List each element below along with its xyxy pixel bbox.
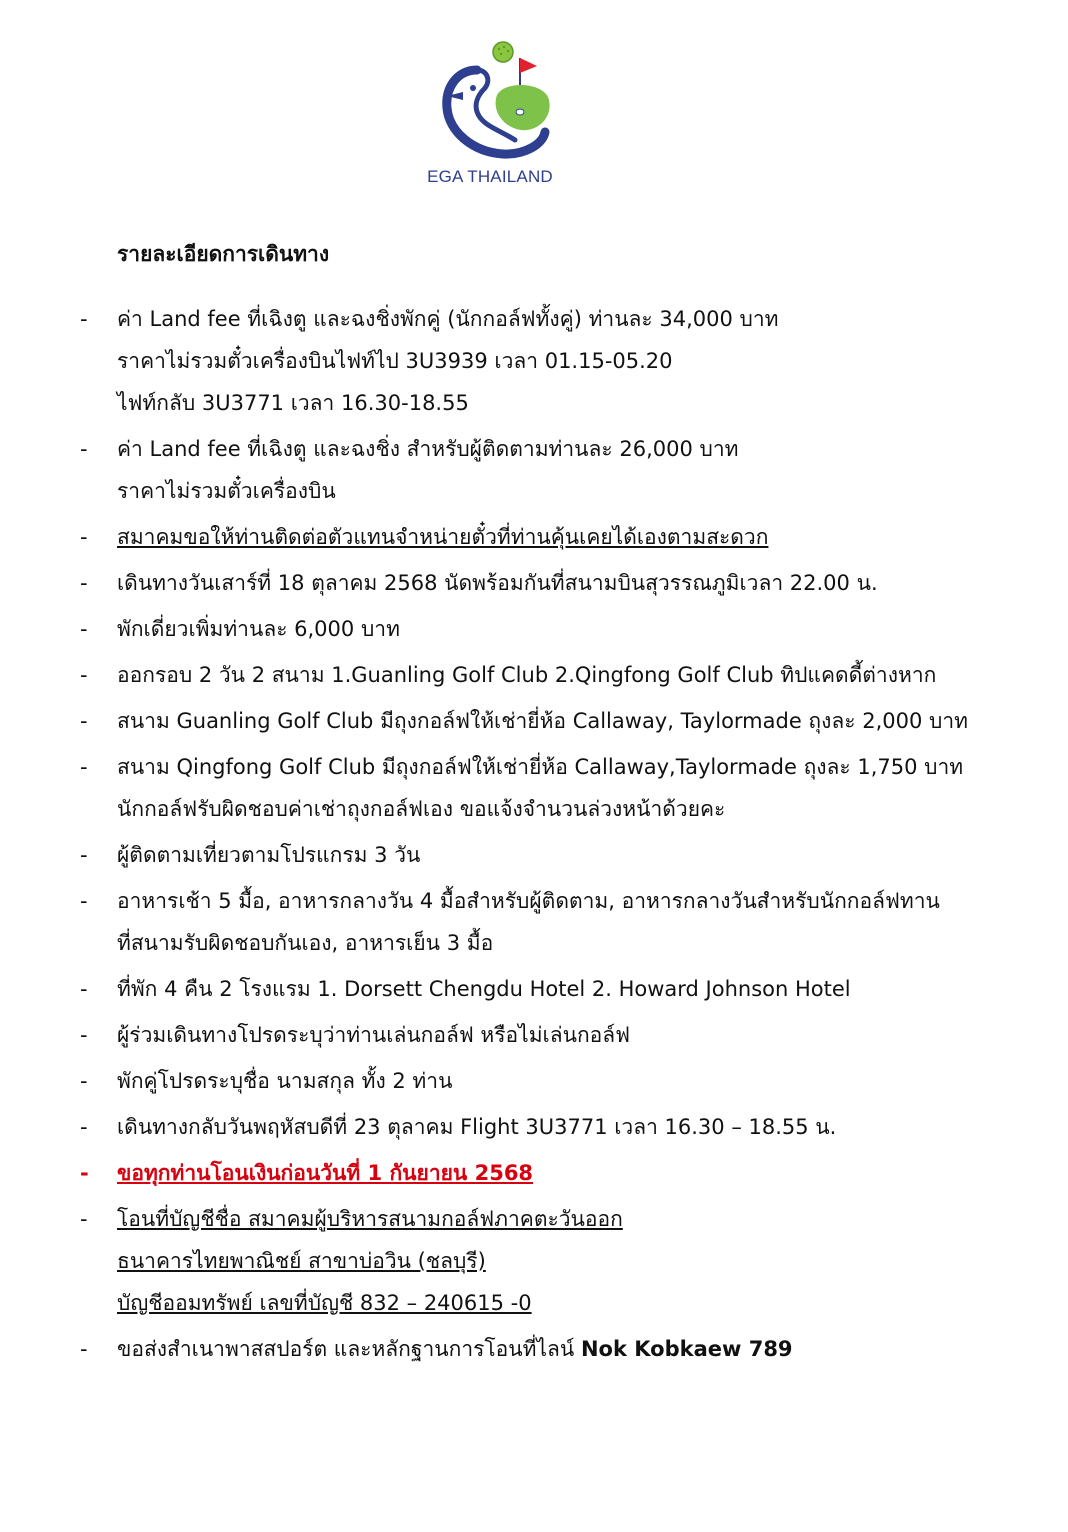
ega-thailand-logo (405, 40, 575, 195)
list-bullet: - (80, 617, 88, 641)
list-bullet: - (80, 1023, 88, 1047)
list-item-text: ผู้ติดตามเที่ยวตามโปรแกรม 3 วัน (117, 843, 421, 867)
line-instruction-text: ขอส่งสำเนาพาสสปอร์ต และหลักฐานการโอนที่ไลน์ (117, 1337, 581, 1361)
list-item-text: ที่สนามรับผิดชอบกันเอง, อาหารเย็น 3 มื้อ (117, 931, 494, 955)
account-name-text: โอนที่บัญชีชื่อ สมาคมผู้บริหารสนามกอล์ฟภาคตะวันออก (117, 1207, 623, 1231)
list-bullet: - (80, 525, 88, 549)
list-bullet: - (80, 571, 88, 595)
list-item-text: อาหารเช้า 5 มื้อ, อาหารกลางวัน 4 มื้อสำหรับผู้ติดตาม, อาหารกลางวันสำหรับนักกอล์ฟทาน (117, 889, 940, 913)
list-bullet: - (80, 1337, 88, 1361)
list-bullet: - (80, 709, 88, 733)
list-item (0, 880, 1068, 964)
list-item (0, 746, 1068, 830)
list-item (0, 1060, 1068, 1102)
list-item (0, 968, 1068, 1010)
list-item (0, 298, 1068, 424)
list-bullet: - (80, 307, 88, 331)
list-item (0, 834, 1068, 876)
list-bullet: - (80, 437, 88, 461)
page-title: รายละเอียดการเดินทาง (117, 242, 330, 266)
list-item-text: นักกอล์ฟรับผิดชอบค่าเช่าถุงกอล์ฟเอง ขอแจ้งจำนวนล่วงหน้าด้วยคะ (117, 797, 726, 821)
list-item-text: ค่า Land fee ที่เฉิงตู และฉงชิ่งพักคู่ (นักกอล์ฟทั้งคู่) ท่านละ 34,000 บาท (117, 307, 779, 331)
list-bullet: - (80, 1069, 88, 1093)
list-bullet: - (80, 663, 88, 687)
list-item-text: พักคู่โปรดระบุชื่อ นามสกุล ทั้ง 2 ท่าน (117, 1069, 453, 1093)
list-bullet: - (80, 977, 88, 1001)
list-item (0, 1014, 1068, 1056)
itinerary-list (0, 298, 1068, 1370)
list-bullet: - (80, 755, 88, 779)
line-id-text: Nok Kobkaew 789 (580, 1337, 793, 1361)
list-item (0, 608, 1068, 650)
list-item-text: ราคาไม่รวมตั๋วเครื่องบินไฟท์ไป 3U3939 เวลา 01.15-05.20 (117, 349, 673, 373)
list-item-text: เดินทางกลับวันพฤหัสบดีที่ 23 ตุลาคม Flight 3U3771 เวลา 16.30 – 18.55 น. (117, 1115, 837, 1139)
list-item (0, 562, 1068, 604)
list-bullet: - (80, 843, 88, 867)
bank-account-item (0, 1198, 1068, 1324)
list-item-text: เดินทางวันเสาร์ที่ 18 ตุลาคม 2568 นัดพร้อมกันที่สนามบินสุวรรณภูมิเวลา 22.00 น. (117, 571, 878, 595)
golf-bird-logo-icon (425, 40, 555, 165)
payment-deadline-item (0, 1152, 1068, 1194)
list-item (0, 428, 1068, 512)
list-item-text (117, 1328, 1068, 1370)
list-item (0, 654, 1068, 696)
list-bullet: - (80, 1207, 88, 1231)
account-number-text: บัญชีออมทรัพย์ เลขที่บัญชี 832 – 240615 -0 (117, 1291, 532, 1315)
payment-deadline-text: ขอทุกท่านโอนเงินก่อนวันที่ 1 กันยายน 2568 (117, 1161, 534, 1185)
list-item-text: สนาม Guanling Golf Club มีถุงกอล์ฟให้เช่ายี่ห้อ Callaway, Taylormade ถุงละ 2,000 บาท (117, 709, 968, 733)
list-item-text: ค่า Land fee ที่เฉิงตู และฉงชิ่ง สำหรับผู้ติดตามท่านละ 26,000 บาท (117, 437, 739, 461)
list-item (0, 700, 1068, 742)
list-item-text: ไฟท์กลับ 3U3771 เวลา 16.30-18.55 (117, 391, 469, 415)
list-item (0, 1106, 1068, 1148)
bank-branch-text: ธนาคารไทยพาณิชย์ สาขาบ่อวิน (ชลบุรี) (117, 1249, 486, 1273)
list-bullet: - (80, 1161, 89, 1185)
list-item-text: สมาคมขอให้ท่านติดต่อตัวแทนจำหน่ายตั๋วที่ท่านคุ้นเคยได้เองตามสะดวก (117, 525, 769, 549)
list-item-text: ราคาไม่รวมตั๋วเครื่องบิน (117, 479, 336, 503)
list-item (0, 516, 1068, 558)
list-item-text: ผู้ร่วมเดินทางโปรดระบุว่าท่านเล่นกอล์ฟ หรือไม่เล่นกอล์ฟ (117, 1023, 631, 1047)
list-item-text: พักเดี่ยวเพิ่มท่านละ 6,000 บาท (117, 617, 400, 641)
list-bullet: - (80, 889, 88, 913)
list-bullet: - (80, 1115, 88, 1139)
logo-text: EGA THAILAND (427, 167, 553, 186)
list-item-text: ที่พัก 4 คืน 2 โรงแรม 1. Dorsett Chengdu Hotel 2. Howard Johnson Hotel (117, 977, 851, 1001)
list-item-text: ออกรอบ 2 วัน 2 สนาม 1.Guanling Golf Club 2.Qingfong Golf Club ทิปแคดดี้ต่างหาก (117, 663, 937, 687)
list-item (0, 1328, 1068, 1370)
list-item-text: สนาม Qingfong Golf Club มีถุงกอล์ฟให้เช่ายี่ห้อ Callaway,Taylormade ถุงละ 1,750 บาท (117, 755, 964, 779)
